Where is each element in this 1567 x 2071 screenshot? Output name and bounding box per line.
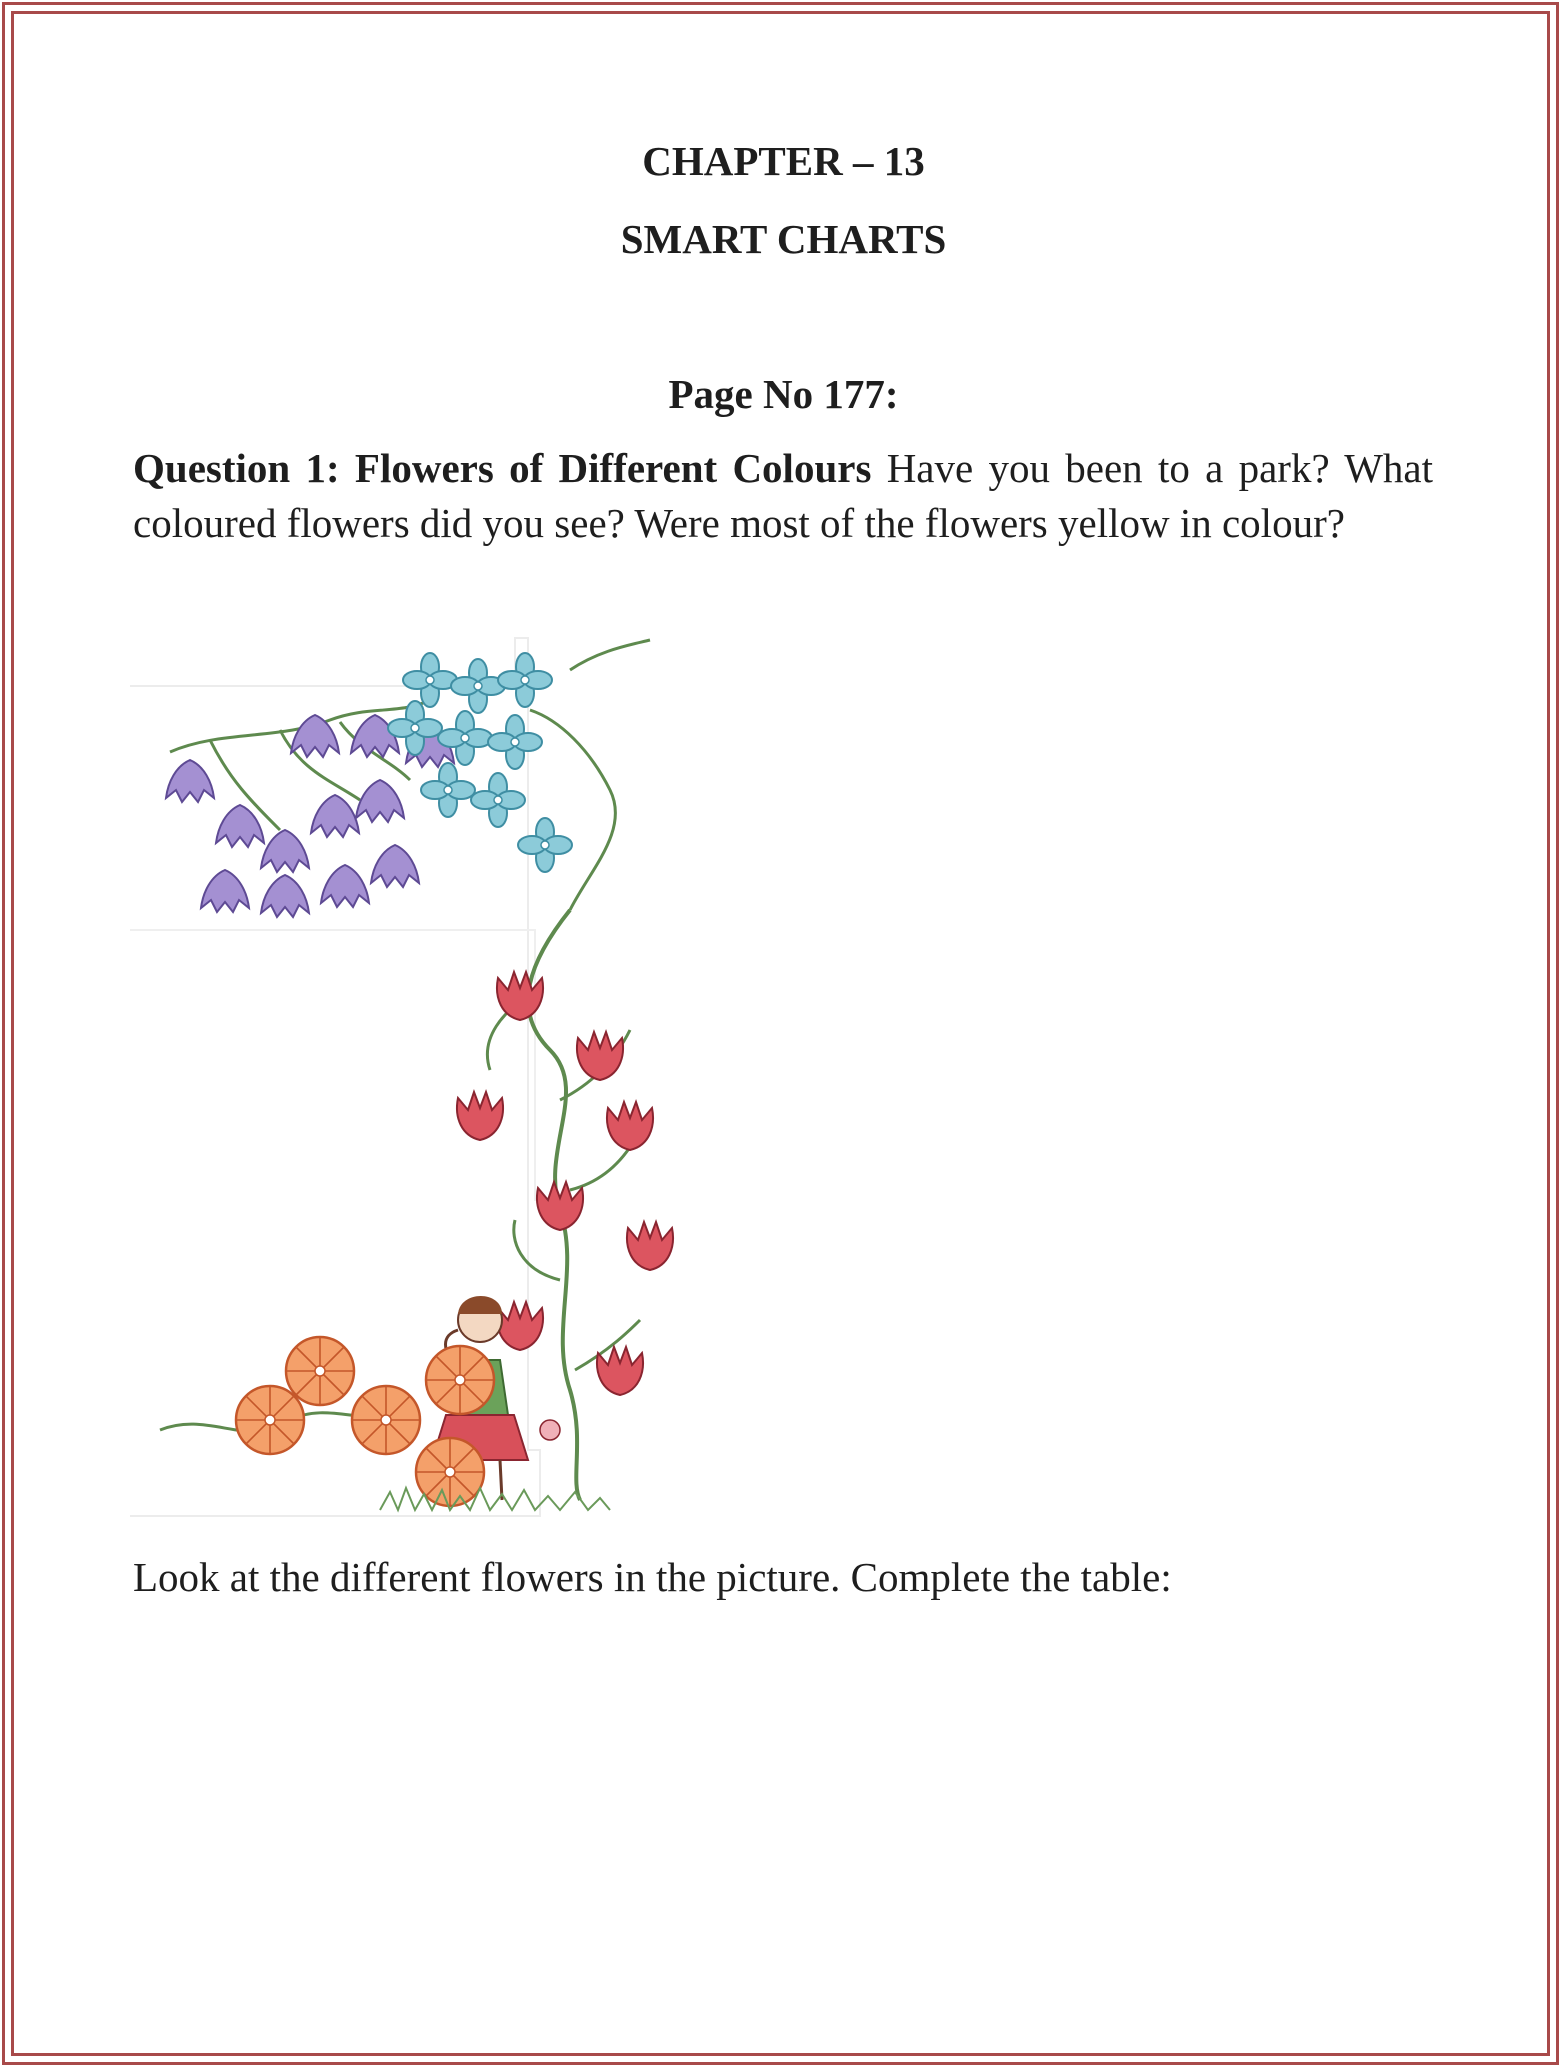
blue-flowers-icon [388, 640, 650, 910]
chapter-heading: CHAPTER – 13 [642, 138, 925, 184]
flower-illustration [130, 630, 790, 1530]
instruction-text: Look at the different flowers in the picture. Complete the table: [133, 1554, 1172, 1600]
page-number-label: Page No 177: [668, 371, 899, 417]
question-label: Question 1: Flowers of Different Colours [133, 445, 872, 491]
chapter-title: SMART CHARTS [620, 216, 947, 262]
question-paragraph [133, 441, 1433, 551]
question-text: Have you been to a park? What coloured flowers did you see? Were most of the flowers yellow in colour? [133, 445, 1433, 546]
